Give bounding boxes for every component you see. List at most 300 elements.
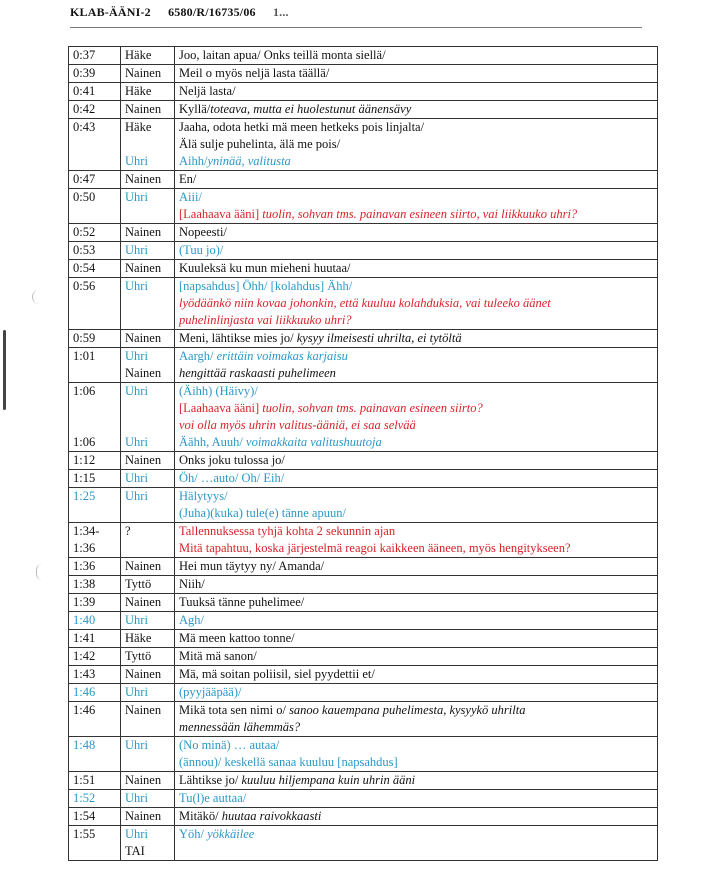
utterance-line — [179, 576, 657, 593]
speaker-label: Uhri — [125, 384, 148, 398]
document-code: KLAB-ÄÄNI-2 — [70, 5, 151, 19]
time-cell — [69, 594, 121, 612]
speaker-cell — [121, 470, 175, 488]
utterance-text: Aargh/ — [179, 349, 217, 363]
utterance-line — [179, 312, 657, 329]
utterance-cell — [175, 737, 658, 772]
transcript-row — [69, 452, 658, 470]
annotation-text: voi olla myös uhrin valitus-ääniä, ei saa selvää — [179, 418, 416, 432]
speaker-cell — [121, 119, 175, 171]
time-cell — [69, 189, 121, 224]
utterance-text: Hei mun täytyy ny/ Amanda/ — [179, 559, 325, 573]
time-cell — [69, 470, 121, 488]
time-cell — [69, 278, 121, 330]
speaker-cell — [121, 737, 175, 772]
utterance-line — [179, 684, 657, 701]
speaker-cell — [121, 576, 175, 594]
document-header-smudge: 1... — [272, 5, 289, 19]
timestamp: 0:59 — [73, 331, 96, 345]
utterance-line — [179, 348, 657, 365]
annotation-text: kysyy ilmeisesti uhrilta, ei tytöltä — [296, 331, 462, 345]
speaker-cell — [121, 684, 175, 702]
speaker-label: Uhri — [125, 279, 148, 293]
time-cell — [69, 648, 121, 666]
speaker-label: Nainen — [125, 703, 162, 717]
speaker-label — [125, 136, 174, 153]
speaker-cell — [121, 702, 175, 737]
time-cell — [69, 826, 121, 861]
utterance-line — [179, 83, 657, 100]
utterance-line — [179, 452, 657, 469]
utterance-line — [179, 136, 657, 153]
utterance-line — [179, 790, 657, 807]
utterance-text: Jaaha, odota hetki mä meen hetkeks pois linjalta/ — [179, 120, 425, 134]
utterance-line — [179, 365, 657, 382]
timestamp: 1:39 — [73, 595, 96, 609]
speaker-label: Nainen — [125, 331, 162, 345]
utterance-cell — [175, 558, 658, 576]
transcript-row — [69, 737, 658, 772]
utterance-line — [179, 153, 657, 170]
transcript-row — [69, 119, 658, 171]
speaker-label: Nainen — [125, 595, 162, 609]
transcript-row — [69, 383, 658, 452]
utterance-text: Kuuleksä ku mun mieheni huutaa/ — [179, 261, 351, 275]
annotation-text: mennessään lähemmäs? — [179, 720, 301, 734]
utterance-line — [179, 719, 657, 736]
utterance-text: Mikä tota sen nimi o/ — [179, 703, 290, 717]
utterance-line — [179, 189, 657, 206]
speaker-cell — [121, 171, 175, 189]
speaker-cell — [121, 612, 175, 630]
speaker-label: Nainen — [125, 66, 162, 80]
speaker-label: Uhri — [125, 349, 148, 363]
speaker-label: Uhri — [125, 435, 148, 449]
timestamp: 1:51 — [73, 773, 96, 787]
utterance-text: (Äihh) (Häivy)/ — [179, 384, 258, 398]
speaker-label: Nainen — [125, 667, 162, 681]
utterance-line — [179, 400, 657, 417]
timestamp: 1:06 — [73, 384, 96, 398]
time-cell — [69, 808, 121, 826]
timestamp: 0:54 — [73, 261, 96, 275]
speaker-cell — [121, 630, 175, 648]
utterance-line — [179, 434, 657, 451]
speaker-cell — [121, 452, 175, 470]
timestamp: 1:06 — [73, 435, 96, 449]
speaker-label — [125, 400, 174, 417]
transcript-body — [69, 47, 658, 861]
timestamp: 1:36 — [73, 559, 96, 573]
utterance-line — [179, 772, 657, 789]
speaker-label: Nainen — [125, 172, 162, 186]
transcript-row — [69, 171, 658, 189]
transcript-row — [69, 648, 658, 666]
utterance-cell — [175, 648, 658, 666]
utterance-line — [179, 505, 657, 522]
timestamp: 1:01 — [73, 349, 96, 363]
transcript-row — [69, 83, 658, 101]
utterance-line — [179, 843, 657, 860]
transcript-row — [69, 348, 658, 383]
utterance-line — [179, 171, 657, 188]
utterance-line — [179, 224, 657, 241]
speaker-cell — [121, 47, 175, 65]
time-cell — [69, 452, 121, 470]
speaker-label: Uhri — [125, 791, 148, 805]
utterance-text: Lähtikse jo/ — [179, 773, 242, 787]
annotation-text: voimakkaita valitushuutoja — [246, 435, 382, 449]
header-rule — [70, 27, 642, 28]
utterance-text: Joo, laitan apua/ Onks teillä monta siellä/ — [179, 48, 386, 62]
speaker-label: Tyttö — [125, 649, 152, 663]
utterance-cell — [175, 808, 658, 826]
utterance-cell — [175, 171, 658, 189]
speaker-label: Nainen — [125, 225, 162, 239]
timestamp: 1:40 — [73, 613, 96, 627]
utterance-text: Älä sulje puhelinta, älä me pois/ — [179, 137, 341, 151]
utterance-line — [179, 808, 657, 825]
utterance-cell — [175, 101, 658, 119]
speaker-cell — [121, 65, 175, 83]
speaker-cell — [121, 523, 175, 558]
timestamp: 0:47 — [73, 172, 96, 186]
time-cell — [69, 47, 121, 65]
speaker-label: Häke — [125, 48, 152, 62]
transcript-row — [69, 684, 658, 702]
utterance-cell — [175, 242, 658, 260]
utterance-text: Nopeesti/ — [179, 225, 227, 239]
transcript-row — [69, 65, 658, 83]
utterance-text: Hälytyys/ — [179, 489, 228, 503]
speaker-cell — [121, 101, 175, 119]
time-cell — [69, 348, 121, 383]
time-cell — [69, 242, 121, 260]
speaker-cell — [121, 558, 175, 576]
speaker-label: Häke — [125, 120, 152, 134]
utterance-text: Meil o myös neljä lasta täällä/ — [179, 66, 330, 80]
timestamp: 1:36 — [73, 541, 96, 555]
annotation-text: kuuluu hiljempana kuin uhrin ääni — [241, 773, 416, 787]
utterance-text: Tuuksä tänne puhelimee/ — [179, 595, 305, 609]
utterance-cell — [175, 260, 658, 278]
utterance-cell — [175, 470, 658, 488]
transcript-row — [69, 558, 658, 576]
utterance-line — [179, 754, 657, 771]
speaker-label: Uhri — [125, 154, 148, 168]
speaker-label: Nainen — [125, 366, 162, 380]
document-reference: 6580/R/16735/06 — [168, 5, 256, 19]
utterance-cell — [175, 488, 658, 523]
annotation-text: yökkäilee — [207, 827, 255, 841]
speaker-label: Nainen — [125, 453, 162, 467]
timestamp: 1:46 — [73, 685, 96, 699]
utterance-cell — [175, 47, 658, 65]
annotation-text: erittäin voimakas karjaisu — [216, 349, 348, 363]
time-cell — [69, 65, 121, 83]
time-cell — [69, 383, 121, 452]
speaker-label: Uhri — [125, 827, 148, 841]
utterance-cell — [175, 523, 658, 558]
utterance-text: Aihh/ — [179, 154, 208, 168]
utterance-text: Aiii/ — [179, 190, 202, 204]
annotation-text: tuolin, sohvan tms. painavan esineen siirto, vai liikkuuko uhri? — [262, 207, 578, 221]
scan-mark — [32, 290, 39, 304]
transcript-row — [69, 488, 658, 523]
utterance-text: (Tuu jo)/ — [179, 243, 224, 257]
time-cell — [69, 101, 121, 119]
utterance-text: Agh/ — [179, 613, 204, 627]
utterance-cell — [175, 594, 658, 612]
annotation-text: huutaa raivokkaasti — [221, 809, 322, 823]
time-cell — [69, 790, 121, 808]
speaker-label: Nainen — [125, 102, 162, 116]
timestamp: 0:56 — [73, 279, 96, 293]
timestamp: 0:53 — [73, 243, 96, 257]
speaker-cell — [121, 260, 175, 278]
utterance-cell — [175, 452, 658, 470]
time-cell — [69, 224, 121, 242]
utterance-line — [179, 417, 657, 434]
timestamp — [73, 400, 120, 417]
annotation-text: sanoo kauempana puhelimesta, kysyykö uhrilta — [289, 703, 526, 717]
utterance-text: Mitäkö/ — [179, 809, 222, 823]
utterance-text: Mä meen kattoo tonne/ — [179, 631, 295, 645]
timestamp: 1:12 — [73, 453, 96, 467]
time-cell — [69, 488, 121, 523]
utterance-line — [179, 540, 657, 557]
transcript-row — [69, 808, 658, 826]
utterance-cell — [175, 65, 658, 83]
timestamp: 0:37 — [73, 48, 96, 62]
time-cell — [69, 612, 121, 630]
speaker-label: ? — [125, 524, 131, 538]
time-cell — [69, 772, 121, 790]
speaker-cell — [121, 348, 175, 383]
speaker-label: Häke — [125, 84, 152, 98]
utterance-cell — [175, 189, 658, 224]
utterance-line — [179, 612, 657, 629]
speaker-cell — [121, 808, 175, 826]
time-cell — [69, 171, 121, 189]
utterance-line — [179, 558, 657, 575]
utterance-text: Mitä mä sanon/ — [179, 649, 257, 663]
speaker-label: Uhri — [125, 489, 148, 503]
time-cell — [69, 630, 121, 648]
utterance-cell — [175, 278, 658, 330]
timestamp: 0:50 — [73, 190, 96, 204]
utterance-text: Öh/ …auto/ Oh/ Eih/ — [179, 471, 285, 485]
speaker-label: Uhri — [125, 738, 148, 752]
speaker-label: TAI — [125, 844, 145, 858]
utterance-line — [179, 242, 657, 259]
utterance-text: [napsahdus] Öhh/ [kolahdus] Ähh/ — [179, 279, 353, 293]
speaker-cell — [121, 189, 175, 224]
annotation-text: hengittää raskaasti puhelimeen — [179, 366, 336, 380]
utterance-cell — [175, 630, 658, 648]
utterance-line — [179, 278, 657, 295]
utterance-line — [179, 630, 657, 647]
utterance-cell — [175, 666, 658, 684]
transcript-row — [69, 101, 658, 119]
speaker-cell — [121, 224, 175, 242]
timestamp: 1:48 — [73, 738, 96, 752]
scan-mark — [36, 564, 42, 580]
timestamp: 1:25 — [73, 489, 96, 503]
annotation-text: tuolin, sohvan tms. painavan esineen siirto? — [262, 401, 483, 415]
speaker-cell — [121, 278, 175, 330]
timestamp: 0:42 — [73, 102, 96, 116]
transcript-row — [69, 826, 658, 861]
speaker-label: Uhri — [125, 613, 148, 627]
utterance-cell — [175, 790, 658, 808]
utterance-line — [179, 826, 657, 843]
timestamp: 1:41 — [73, 631, 96, 645]
speaker-label: Häke — [125, 631, 152, 645]
timestamp: 1:43 — [73, 667, 96, 681]
timestamp: 1:42 — [73, 649, 96, 663]
utterance-cell — [175, 83, 658, 101]
utterance-line — [179, 206, 657, 223]
transcript-row — [69, 189, 658, 224]
utterance-text: Äähh, Auuh/ — [179, 435, 247, 449]
utterance-cell — [175, 383, 658, 452]
speaker-cell — [121, 772, 175, 790]
speaker-cell — [121, 648, 175, 666]
transcript-row — [69, 702, 658, 737]
time-cell — [69, 523, 121, 558]
transcript-row — [69, 630, 658, 648]
transcript-row — [69, 224, 658, 242]
speaker-cell — [121, 330, 175, 348]
utterance-cell — [175, 576, 658, 594]
utterance-text: Mitä tapahtuu, koska järjestelmä reagoi kaikkeen ääneen, myös hengitykseen? — [179, 541, 571, 555]
utterance-line — [179, 65, 657, 82]
utterance-line — [179, 594, 657, 611]
speaker-label — [125, 417, 174, 434]
time-cell — [69, 576, 121, 594]
utterance-cell — [175, 702, 658, 737]
timestamp: 1:15 — [73, 471, 96, 485]
speaker-label: Nainen — [125, 559, 162, 573]
transcript-table — [68, 46, 658, 861]
timestamp: 1:55 — [73, 827, 96, 841]
utterance-text — [179, 844, 182, 858]
speaker-label: Nainen — [125, 809, 162, 823]
utterance-line — [179, 383, 657, 400]
speaker-cell — [121, 83, 175, 101]
timestamp: 1:38 — [73, 577, 96, 591]
utterance-line — [179, 47, 657, 64]
utterance-line — [179, 470, 657, 487]
utterance-text: Tu(l)e auttaa/ — [179, 791, 247, 805]
timestamp — [73, 136, 120, 153]
speaker-label: Nainen — [125, 773, 162, 787]
utterance-text: (Juha)(kuka) tule(e) tänne apuun/ — [179, 506, 346, 520]
utterance-cell — [175, 348, 658, 383]
timestamp — [73, 153, 120, 170]
utterance-cell — [175, 772, 658, 790]
scan-mark — [3, 330, 6, 410]
transcript-row — [69, 612, 658, 630]
utterance-text: Mä, mä soitan poliisil, siel pyydettii et/ — [179, 667, 375, 681]
utterance-text: (pyyjääpää)/ — [179, 685, 242, 699]
transcript-row — [69, 594, 658, 612]
time-cell — [69, 330, 121, 348]
utterance-text: Onks joku tulossa jo/ — [179, 453, 285, 467]
utterance-line — [179, 295, 657, 312]
time-cell — [69, 737, 121, 772]
speaker-label: Uhri — [125, 471, 148, 485]
utterance-cell — [175, 330, 658, 348]
annotation-text: puhelinlinjasta vai liikkuuko uhri? — [179, 313, 352, 327]
speaker-cell — [121, 826, 175, 861]
utterance-text: Neljä lasta/ — [179, 84, 236, 98]
speaker-label: Nainen — [125, 261, 162, 275]
utterance-text: Meni, lähtikse mies jo/ — [179, 331, 297, 345]
utterance-text: Kyllä/ — [179, 102, 211, 116]
timestamp: 0:41 — [73, 84, 96, 98]
utterance-text: [Laahaava ääni] — [179, 401, 263, 415]
timestamp: 1:34- — [73, 524, 100, 538]
timestamp: 0:52 — [73, 225, 96, 239]
speaker-cell — [121, 242, 175, 260]
annotation-text: toteava, mutta ei huolestunut äänensävy — [210, 102, 412, 116]
time-cell — [69, 702, 121, 737]
document-header — [70, 5, 303, 20]
timestamp: 0:43 — [73, 120, 96, 134]
transcript-row — [69, 523, 658, 558]
speaker-cell — [121, 594, 175, 612]
utterance-line — [179, 648, 657, 665]
speaker-cell — [121, 488, 175, 523]
timestamp: 1:52 — [73, 791, 96, 805]
transcript-row — [69, 790, 658, 808]
speaker-label: Tyttö — [125, 577, 152, 591]
utterance-cell — [175, 684, 658, 702]
timestamp — [73, 417, 120, 434]
timestamp: 1:54 — [73, 809, 96, 823]
utterance-line — [179, 330, 657, 347]
speaker-label: Uhri — [125, 190, 148, 204]
annotation-text: lyödäänkö niin kovaa johonkin, että kuuluu kolahduksia, vai tuleeko äänet — [179, 296, 551, 310]
utterance-text: [Laahaava ääni] — [179, 207, 263, 221]
transcript-row — [69, 330, 658, 348]
annotation-text: yninää, valitusta — [207, 154, 291, 168]
utterance-text: Yöh/ — [179, 827, 208, 841]
utterance-text: En/ — [179, 172, 197, 186]
utterance-cell — [175, 119, 658, 171]
transcript-row — [69, 242, 658, 260]
utterance-line — [179, 702, 657, 719]
time-cell — [69, 684, 121, 702]
utterance-line — [179, 101, 657, 118]
timestamp: 1:46 — [73, 703, 96, 717]
speaker-label: Uhri — [125, 243, 148, 257]
time-cell — [69, 558, 121, 576]
utterance-line — [179, 488, 657, 505]
transcript-row — [69, 470, 658, 488]
transcript-row — [69, 278, 658, 330]
utterance-line — [179, 523, 657, 540]
speaker-cell — [121, 790, 175, 808]
transcript-row — [69, 260, 658, 278]
time-cell — [69, 260, 121, 278]
utterance-cell — [175, 826, 658, 861]
utterance-text: (ännou)/ keskellä sanaa kuuluu [napsahdus] — [179, 755, 398, 769]
transcript-row — [69, 576, 658, 594]
speaker-cell — [121, 383, 175, 452]
